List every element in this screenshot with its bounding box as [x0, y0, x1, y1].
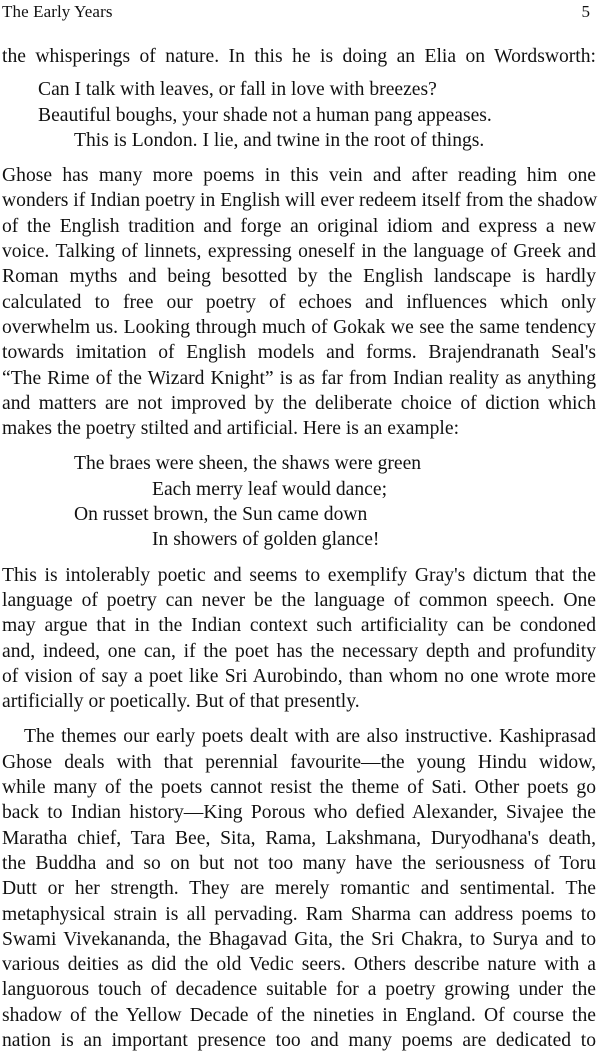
spacer	[2, 153, 596, 163]
paragraph-line: Maratha chief, Tara Bee, Sita, Rama, Lakshmana, Duryodhana's death,	[2, 827, 596, 849]
paragraph-line: shadow of the Yellow Decade of the nineties in England. Of course the	[2, 1004, 596, 1026]
paragraph-line: language of poetry can never be the language of common speech. One	[2, 589, 596, 611]
running-head: The Early Years	[2, 2, 113, 21]
verse-line: This is London. I lie, and twine in the root of things.	[74, 129, 485, 151]
verse-quote-seal	[2, 451, 596, 552]
paragraph-line: the Buddha and so on but not too many have the seriousness of Toru	[2, 852, 596, 874]
paragraph-line: towards imitation of English models and forms. Brajendranath Seal's	[2, 342, 596, 364]
paragraph-line: nation is an important presence too and many poems are dedicated to	[2, 1029, 596, 1051]
paragraph-line: calculated to free our poetry of echoes and influences which only	[2, 291, 596, 313]
paragraph-line: metaphysical strain is all pervading. Ram Sharma can address poems to	[2, 903, 596, 925]
paragraph-line: This is intolerably poetic and seems to exemplify Gray's dictum that the	[2, 564, 596, 586]
spacer	[2, 69, 596, 77]
spacer	[2, 553, 596, 563]
intro-line: the whisperings of nature. In this he is doing an Elia on Wordsworth:	[2, 46, 596, 67]
spacer	[2, 441, 596, 451]
paragraph-line: back to Indian history—King Porous who defied Alexander, Sivajee the	[2, 802, 596, 824]
paragraph-line: of the English tradition and forge an original idiom and express a new	[2, 215, 596, 237]
paragraph-ghose	[2, 163, 596, 441]
paragraph-line: various deities as did the old Vedic seers. Others describe nature with a	[2, 954, 596, 976]
paragraph-line: while many of the poets cannot resist the theme of Sati. Other poets go	[2, 777, 596, 799]
paragraph-line: may argue that in the Indian context such artificiality can be condoned	[2, 615, 596, 637]
paragraph-line: artificially or poetically. But of that presently.	[2, 691, 360, 713]
paragraph-gray	[2, 563, 596, 715]
verse-line: Beautiful boughs, your shade not a human pang appeases.	[38, 104, 492, 126]
paragraph-line: voice. Talking of linnets, expressing oneself in the language of Greek and	[2, 241, 596, 263]
paragraph-line: and matters are not improved by the deliberate choice of diction which	[2, 392, 596, 414]
verse-line: The braes were sheen, the shaws were green	[74, 453, 422, 475]
paragraph-line: Dutt or her strength. They are merely romantic and sentimental. The	[2, 878, 596, 900]
verse-quote-wordsworth	[2, 77, 596, 153]
paragraph-line: languorous touch of decadence suitable for a poetry growing under the	[2, 979, 596, 1001]
paragraph-line: Roman myths and being besotted by the English landscape is hardly	[2, 266, 596, 288]
verse-line: Can I talk with leaves, or fall in love with breezes?	[38, 79, 437, 101]
paragraph-line: The themes our early poets dealt with are also instructive. Kashiprasad	[24, 726, 596, 748]
paragraph-line: overwhelm us. Looking through much of Gokak we see the same tendency	[2, 316, 596, 338]
spacer	[2, 714, 596, 724]
paragraph-line: and, indeed, one can, if the poet has the necessary depth and profundity	[2, 640, 596, 662]
verse-line: In showers of golden glance!	[152, 529, 380, 551]
paragraph-line: “The Rime of the Wizard Knight” is as far from Indian reality as anything	[2, 367, 596, 389]
paragraph-themes	[2, 724, 596, 1053]
paragraph-line: of vision of say a poet like Sri Aurobindo, than whom no one wrote more	[2, 665, 596, 687]
paragraph-line: Ghose has many more poems in this vein and after reading him one	[2, 165, 596, 187]
page-number: 5	[581, 2, 590, 21]
body-text	[2, 44, 596, 1053]
paragraph-line: Ghose deals with that perennial favourite—the young Hindu widow,	[2, 751, 596, 773]
verse-line: On russet brown, the Sun came down	[74, 504, 368, 526]
paragraph-line: makes the poetry stilted and artificial. Here is an example:	[2, 418, 460, 440]
verse-line: Each merry leaf would dance;	[152, 478, 388, 500]
paragraph-line: Swami Vivekananda, the Bhagavad Gita, the Sri Chakra, to Surya and to	[2, 928, 596, 950]
paragraph-line: wonders if Indian poetry in English will ever redeem itself from the shadow	[2, 190, 598, 212]
